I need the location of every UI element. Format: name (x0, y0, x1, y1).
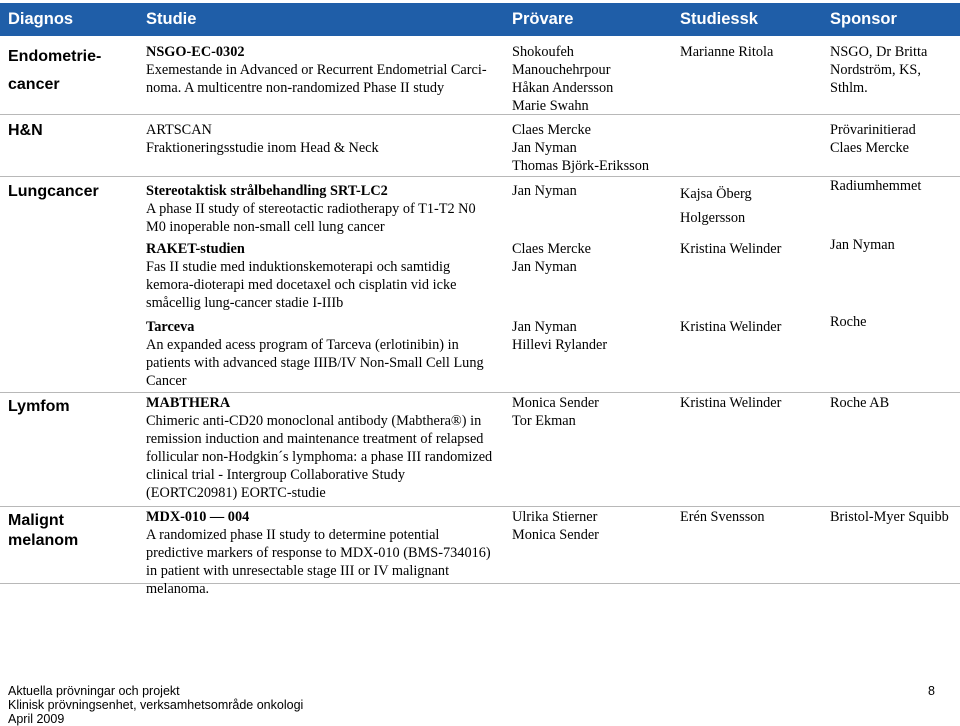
investigators: Ulrika Stierner Monica Sender (512, 509, 599, 543)
study-description: An expanded acess program of Tarceva (erlotinibin) in patients with advanced stage IIIB/IV Non-Small Cell Lung Cancer (146, 337, 484, 389)
study-nurse: Kristina Welinder (680, 241, 782, 257)
study-title: RAKET-studien (146, 241, 245, 257)
study-mdx-010 (146, 508, 496, 598)
study-title: MDX-010 — 004 (146, 509, 250, 525)
study-title: ARTSCAN (146, 122, 212, 138)
study-nurse: Kristina Welinder (680, 319, 782, 335)
row-divider (0, 506, 960, 507)
row-divider (0, 392, 960, 393)
study-nurse: Kajsa Öberg Holgersson (680, 186, 752, 226)
diagnosis-lymfom: Lymfom (8, 398, 70, 415)
study-title: Tarceva (146, 319, 195, 335)
study-nsgo-ec-0302 (146, 43, 496, 97)
sponsor: Bristol-Myer Squibb (830, 509, 949, 525)
sponsor: Roche AB (830, 395, 890, 411)
row-divider (0, 176, 960, 177)
investigators: Jan Nyman Hillevi Rylander (512, 319, 608, 353)
footer-title: Aktuella prövningar och projekt (8, 684, 180, 698)
study-title: Stereotaktisk strålbehandling SRT-LC2 (146, 183, 388, 199)
sponsor: Radiumhemmet (830, 178, 922, 194)
sponsor: Jan Nyman (830, 237, 895, 253)
study-artscan (146, 121, 496, 157)
study-srt-lc2 (146, 182, 496, 236)
header-studie: Studie (146, 10, 197, 28)
study-nurse: Kristina Welinder (680, 395, 782, 411)
page-footer (8, 684, 303, 726)
study-mabthera (146, 394, 496, 502)
study-description: Fas II studie med induktionskemoterapi och samtidig kemora-dioterapi med docetaxel och cisplatin vid icke småcellig lung-cancer stadie I-IIIb (146, 259, 457, 311)
footer-date: April 2009 (8, 712, 65, 726)
study-description: Exemestande in Advanced or Recurrent Endometrial Carci-noma. A multicentre non-randomized Phase II study (146, 62, 487, 96)
diagnosis-malignt-melanom: Malignt melanom (8, 512, 79, 549)
diagnosis-endometriecancer: Endometrie- cancer (8, 48, 102, 93)
header-diagnos: Diagnos (8, 10, 74, 28)
study-description: Chimeric anti-CD20 monoclonal antibody (Mabthera®) in remission induction and maintenance treatment of relapsed follicular non-Hodgkin´s lymphoma: a phase III randomized clinical trial - Intergroup Collaborative Study (EORTC20981) EORTC-studie (146, 413, 493, 501)
header-studiessk: Studiessk (680, 10, 758, 28)
diagnosis-hn: H&N (8, 122, 43, 139)
study-title: NSGO-EC-0302 (146, 44, 245, 60)
investigators: Jan Nyman (512, 183, 577, 199)
investigators: Monica Sender Tor Ekman (512, 395, 599, 429)
diagnosis-lungcancer: Lungcancer (8, 183, 99, 200)
sponsor: Roche (830, 314, 867, 330)
investigators: Shokoufeh Manouchehrpour Håkan Andersson Marie Swahn (512, 44, 614, 114)
study-nurse: Erén Svensson (680, 509, 765, 525)
study-raket (146, 240, 496, 312)
sponsor: NSGO, Dr Britta Nordström, KS, Sthlm. (830, 44, 928, 96)
study-description: Fraktioneringsstudie inom Head & Neck (146, 140, 379, 156)
row-divider (0, 114, 960, 115)
investigators: Claes Mercke Jan Nyman (512, 241, 591, 275)
page-number: 8 (928, 684, 935, 698)
study-nurse: Marianne Ritola (680, 44, 774, 60)
header-sponsor: Sponsor (830, 10, 897, 28)
study-tarceva (146, 318, 496, 390)
investigators: Claes Mercke Jan Nyman Thomas Björk-Eriksson (512, 122, 650, 174)
study-description: A randomized phase II study to determine potential predictive markers of response to MDX-010 (BMS-734016) in patient with unresectable stage III or IV malignant melanoma. (146, 527, 491, 597)
sponsor: Prövarinitierad Claes Mercke (830, 122, 916, 156)
study-title: MABTHERA (146, 395, 231, 411)
header-provare: Prövare (512, 10, 574, 28)
footer-unit: Klinisk prövningsenhet, verksamhetsområde onkologi (8, 698, 304, 712)
study-description: A phase II study of stereotactic radiotherapy of T1-T2 N0 M0 inoperable non-small cell lung cancer (146, 201, 476, 235)
table-header (0, 3, 960, 36)
